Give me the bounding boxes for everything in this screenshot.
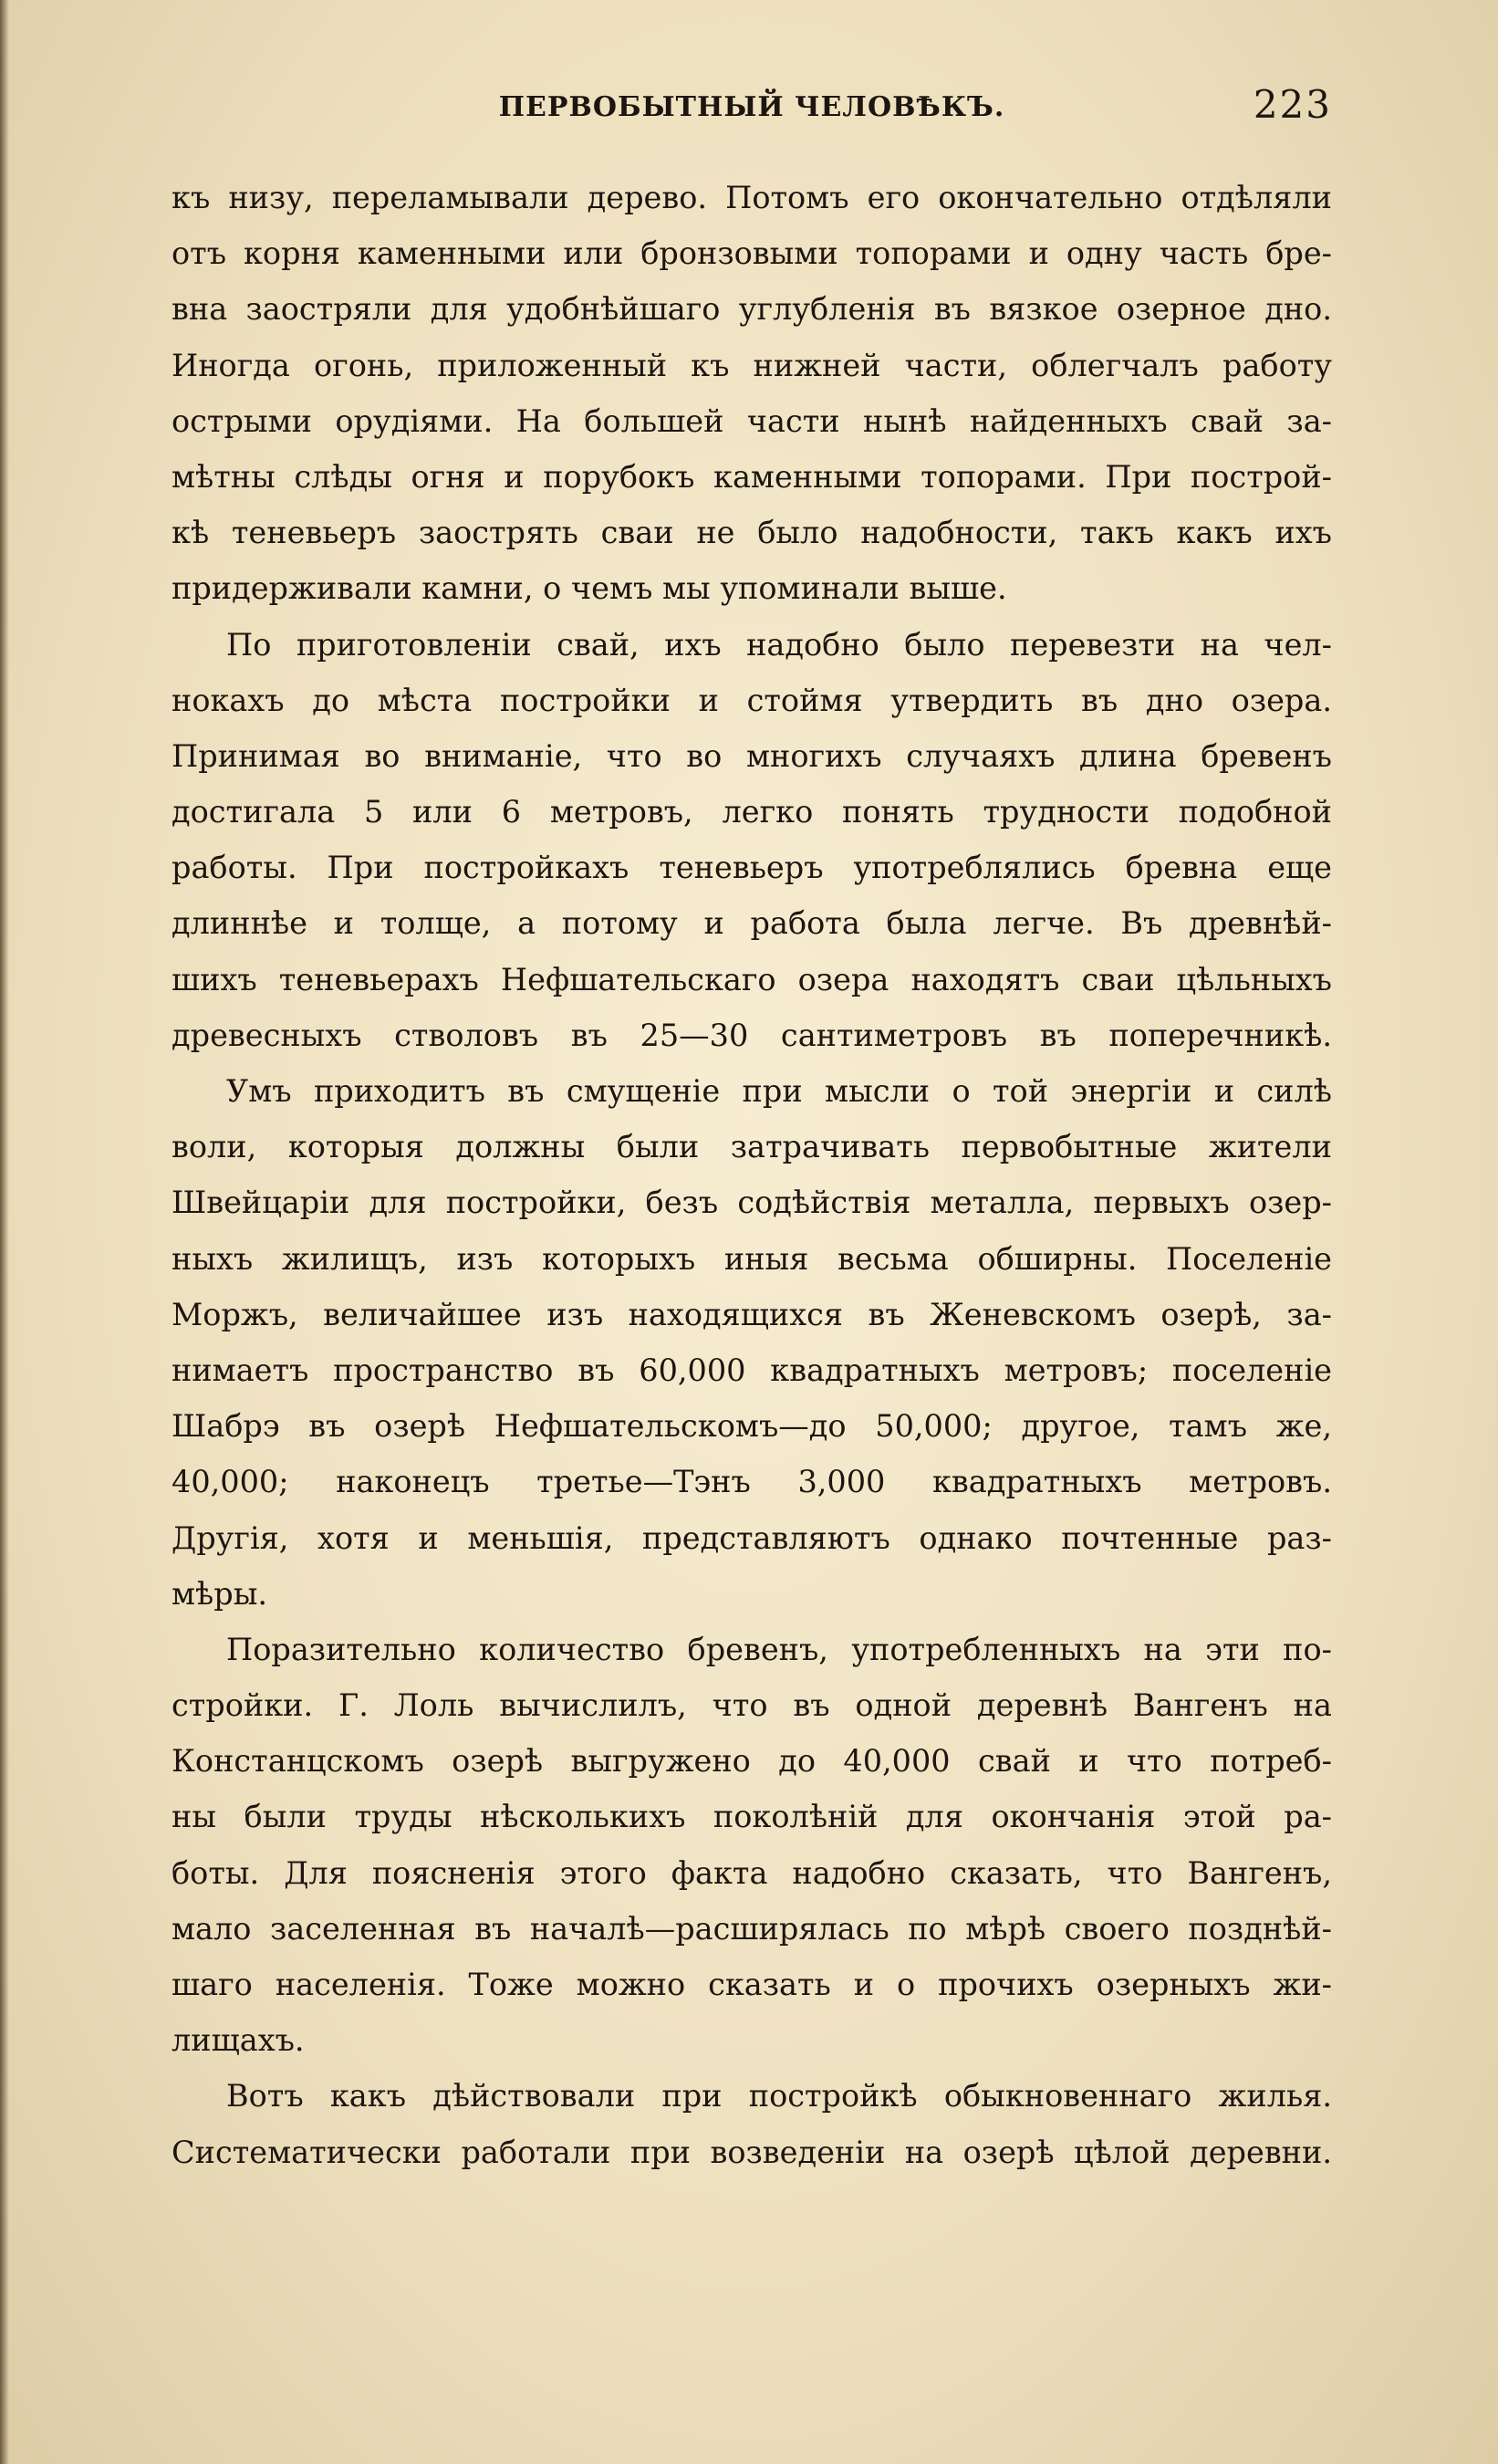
text-line: Моржъ, величайшее изъ находящихся въ Женевскомъ озерѣ, за-	[172, 1296, 1332, 1332]
text-line: мѣтны слѣды огня и порубокъ каменными топорами. При построй-	[172, 458, 1332, 495]
text-line: работы. При постройкахъ теневьеръ употреблялись бревна еще	[172, 850, 1332, 886]
paragraph-2	[172, 617, 1332, 1064]
page-edge-shadow	[0, 0, 9, 2464]
paragraph-5	[172, 2068, 1332, 2179]
text-line: достигала 5 или 6 метровъ, легко понять трудности подобной	[172, 794, 1332, 830]
text-line: древесныхъ стволовъ въ 25—30 сантиметровъ въ поперечникѣ.	[172, 1017, 1332, 1053]
text-line: къ низу, переламывали дерево. Потомъ его окончательно отдѣляли	[172, 180, 1332, 215]
text-line: мало заселенная въ началѣ—расширялась по мѣрѣ своего позднѣй-	[172, 1910, 1332, 1947]
text-line: боты. Для поясненія этого факта надобно сказать, что Вангенъ,	[172, 1854, 1332, 1891]
paragraph-3	[172, 1063, 1332, 1622]
text-line: придерживали камни, о чемъ мы упоминали выше.	[172, 570, 1007, 607]
text-line: вна заостряли для удобнѣйшаго углубленія въ вязкое озерное дно.	[172, 291, 1332, 328]
text-line: Шабрэ въ озерѣ Нефшательскомъ—до 50,000; другое, тамъ же,	[172, 1408, 1332, 1445]
text-line: стройки. Г. Лоль вычислилъ, что въ одной деревнѣ Вангенъ на	[172, 1687, 1332, 1724]
text-line: Умъ приходитъ въ смущеніе при мысли о той энергіи и силѣ	[226, 1073, 1332, 1109]
text-line: Иногда огонь, приложенный къ нижней части, облегчалъ работу	[172, 347, 1332, 383]
text-line: мѣры.	[172, 1575, 268, 1612]
text-line: шаго населенія. Тоже можно сказать и о прочихъ озерныхъ жи-	[172, 1967, 1332, 2002]
text-line: воли, которыя должны были затрачивать первобытные жители	[172, 1129, 1332, 1165]
text-line: отъ корня каменными или бронзовыми топорами и одну часть бре-	[172, 235, 1332, 272]
text-line: ны были труды нѣсколькихъ поколѣній для окончанія этой ра-	[172, 1799, 1332, 1835]
page-header	[172, 80, 1332, 135]
text-line: нимаетъ пространство въ 60,000 квадратныхъ метровъ; поселеніе	[172, 1352, 1332, 1388]
text-line: шихъ теневьерахъ Нефшательскаго озера находятъ сваи цѣльныхъ	[172, 961, 1332, 997]
text-line: 40,000; наконецъ третье—Тэнъ 3,000 квадратныхъ метровъ.	[172, 1464, 1332, 1500]
text-line: ныхъ жилищъ, изъ которыхъ иныя весьма обширны. Поселеніе	[172, 1240, 1332, 1277]
text-line: Констанцскомъ озерѣ выгружено до 40,000 свай и что потреб-	[172, 1743, 1332, 1780]
body-text	[172, 170, 1332, 2180]
running-title: ПЕРВОБЫТНЫЙ ЧЕЛОВѢКЪ.	[498, 91, 1005, 123]
text-line: Принимая во вниманіе, что во многихъ случаяхъ длина бревенъ	[172, 737, 1332, 774]
text-line: острыми орудіями. На большей части нынѣ найденныхъ свай за-	[172, 402, 1332, 439]
text-line: Систематически работали при возведеніи на озерѣ цѣлой деревни.	[172, 2134, 1332, 2170]
text-line: Вотъ какъ дѣйствовали при постройкѣ обыкновеннаго жилья.	[226, 2078, 1332, 2114]
text-line: лищахъ.	[172, 2022, 305, 2059]
paragraph-4	[172, 1622, 1332, 2069]
text-line: нокахъ до мѣста постройки и стоймя утвердить въ дно озера.	[172, 682, 1332, 718]
text-line: Швейцаріи для постройки, безъ содѣйствія металла, первыхъ озер-	[172, 1185, 1332, 1221]
text-line: По приготовленіи свай, ихъ надобно было перевезти на чел-	[226, 626, 1332, 663]
page-number: 223	[1253, 82, 1332, 127]
text-line: кѣ теневьеръ заострять сваи не было надобности, такъ какъ ихъ	[172, 515, 1332, 551]
paragraph-1	[172, 170, 1332, 617]
text-line: Поразительно количество бревенъ, употребленныхъ на эти по-	[226, 1631, 1332, 1667]
text-line: Другія, хотя и меньшія, представляютъ однако почтенные раз-	[172, 1519, 1332, 1556]
text-line: длиннѣе и толще, а потому и работа была легче. Въ древнѣй-	[172, 905, 1332, 942]
